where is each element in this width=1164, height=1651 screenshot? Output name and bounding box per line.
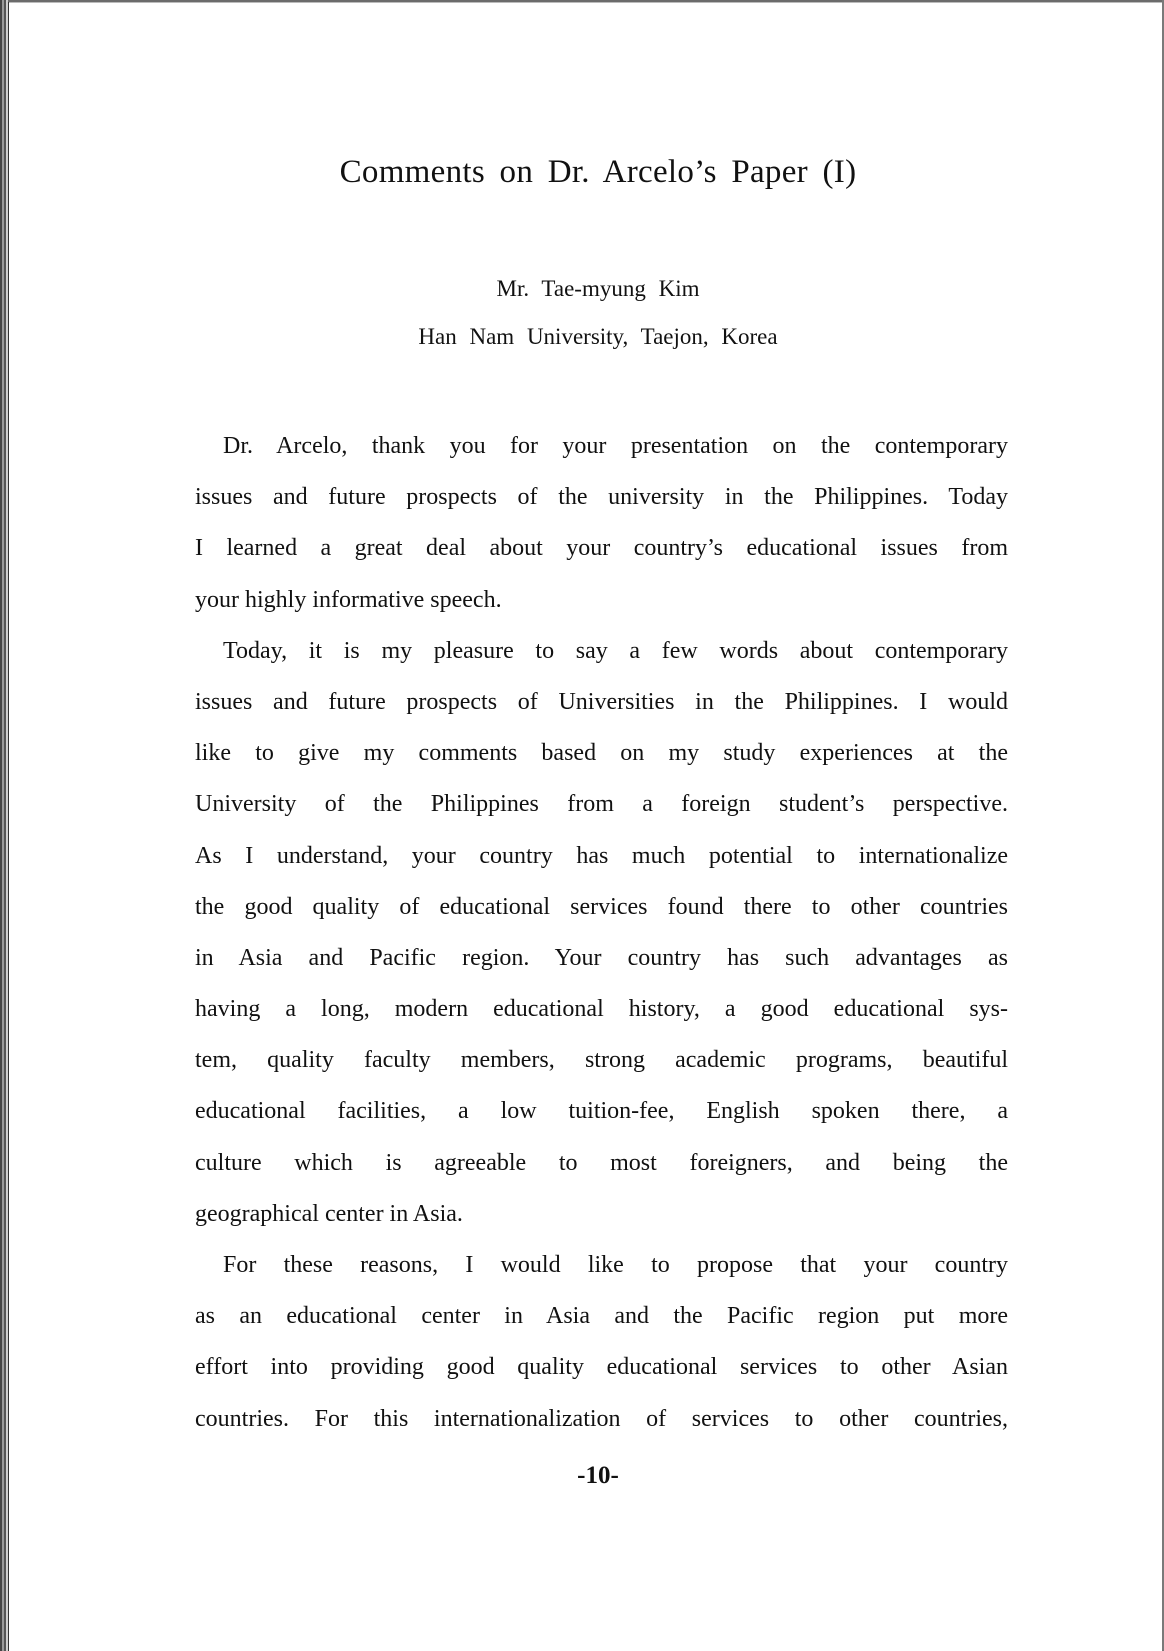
- text-line: tem, quality faculty members, strong academic programs, beautiful: [195, 1047, 1008, 1074]
- text-line: I learned a great deal about your country’s educational issues from: [195, 535, 1008, 562]
- text-line: having a long, modern educational history, a good educational sys-: [195, 996, 1008, 1023]
- body-text: [195, 421, 1008, 1445]
- author-name: Mr. Tae-myung Kim: [496, 276, 700, 301]
- text-line: geographical center in Asia.: [195, 1200, 463, 1227]
- text-line: in Asia and Pacific region. Your country has such advantages as: [195, 944, 1008, 971]
- text-line: As I understand, your country has much potential to internationalize: [195, 842, 1008, 869]
- text-line: your highly informative speech.: [195, 586, 502, 613]
- text-line: like to give my comments based on my study experiences at the: [195, 740, 1008, 767]
- text-line: as an educational center in Asia and the Pacific region put more: [195, 1303, 1008, 1330]
- text-line: culture which is agreeable to most foreigners, and being the: [195, 1149, 1008, 1176]
- text-line: University of the Philippines from a foreign student’s perspective.: [195, 791, 1008, 818]
- text-line: issues and future prospects of the university in the Philippines. Today: [195, 484, 1008, 511]
- document-page: [8, 2, 1162, 1651]
- author-affiliation: Han Nam University, Taejon, Korea: [418, 324, 778, 349]
- document-title: Comments on Dr. Arcelo’s Paper (I): [339, 154, 857, 190]
- text-line: For these reasons, I would like to propose that your country: [223, 1252, 1008, 1278]
- text-line: issues and future prospects of Universities in the Philippines. I would: [195, 688, 1008, 715]
- page-left-edge: [0, 0, 8, 1651]
- text-line: the good quality of educational services found there to other countries: [195, 893, 1008, 920]
- page-number: -10-: [577, 1462, 619, 1489]
- text-line: educational facilities, a low tuition-fee, English spoken there, a: [195, 1098, 1008, 1125]
- text-line: Dr. Arcelo, thank you for your presentation on the contemporary: [223, 433, 1008, 459]
- text-line: Today, it is my pleasure to say a few words about contemporary: [223, 637, 1008, 664]
- text-line: countries. For this internationalization of services to other countries,: [195, 1405, 1008, 1432]
- text-line: effort into providing good quality educational services to other Asian: [195, 1354, 1008, 1381]
